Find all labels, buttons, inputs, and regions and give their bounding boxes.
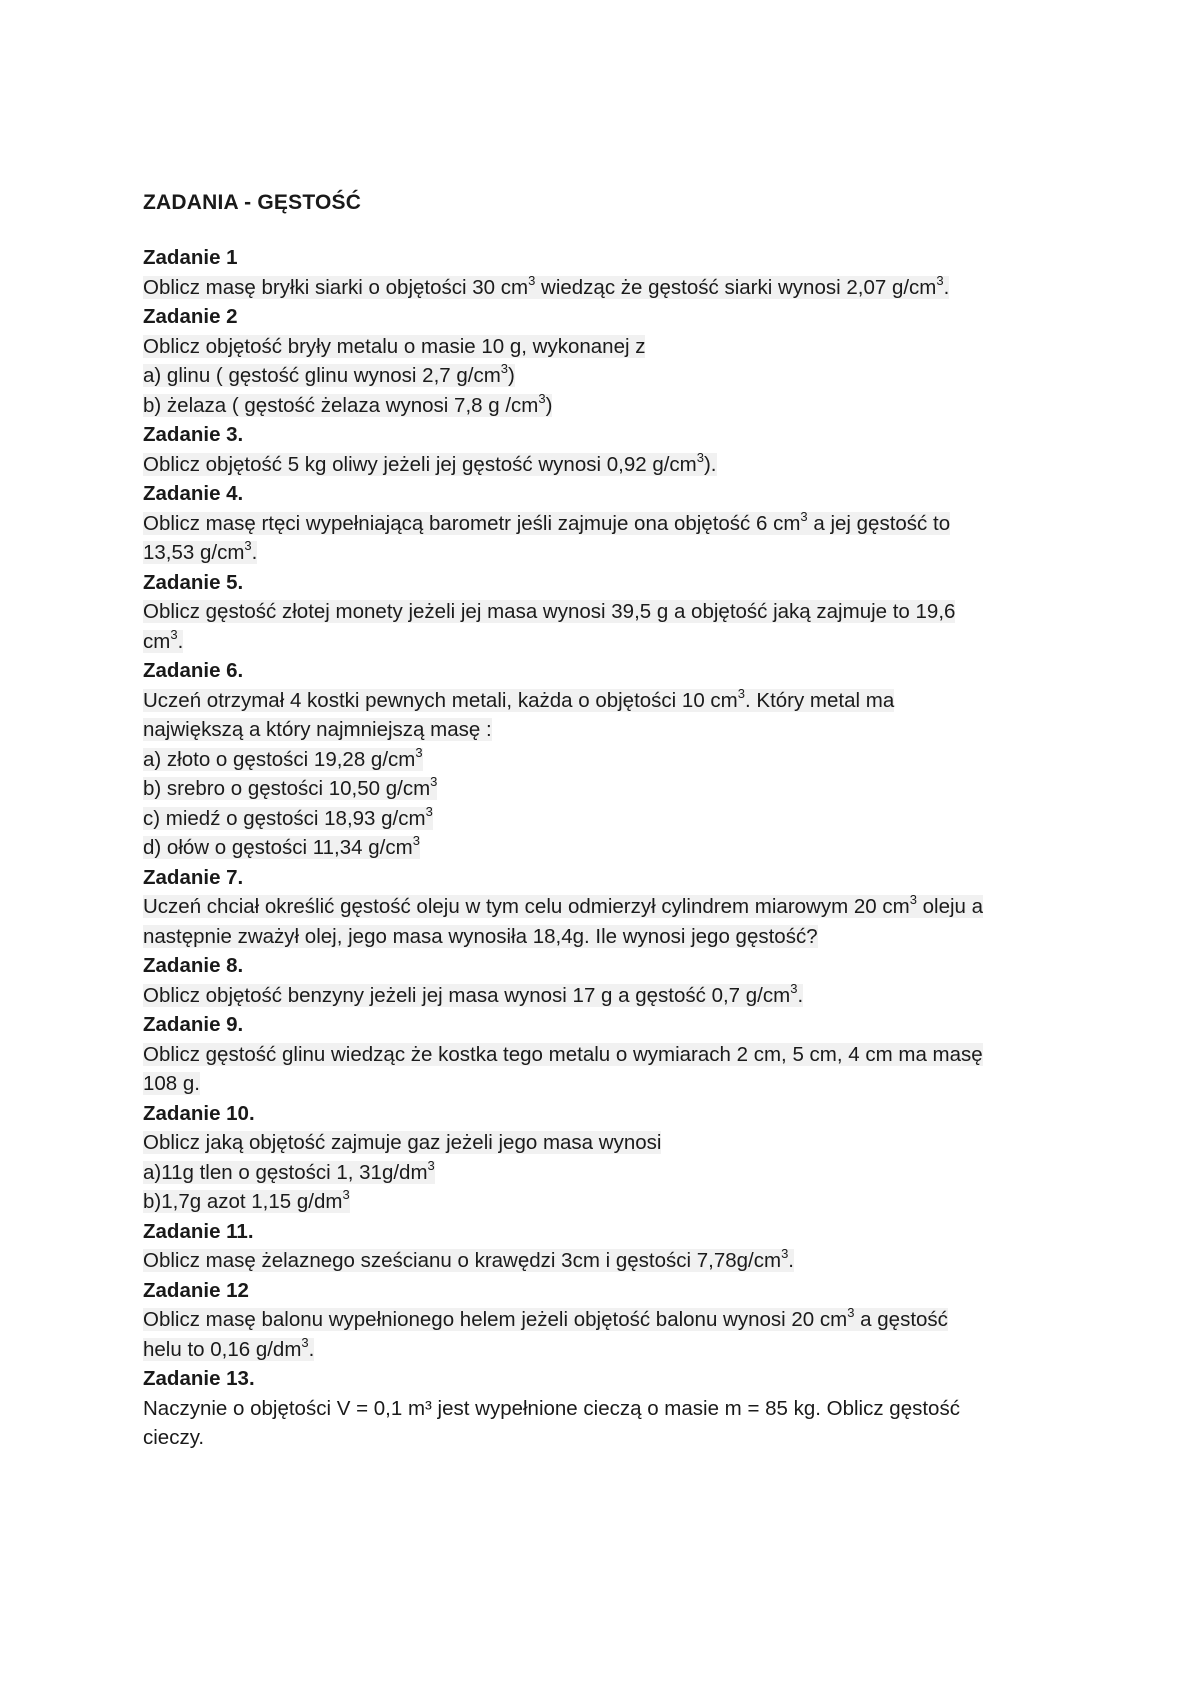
task-text-line xyxy=(143,391,1073,421)
task-heading xyxy=(143,863,1073,893)
task-text-line xyxy=(143,774,1073,804)
line-content xyxy=(143,744,423,771)
superscript: 3 xyxy=(301,1334,309,1350)
text-segment: Zadanie 12 xyxy=(143,1278,249,1302)
text-segment: . xyxy=(177,629,184,653)
text-segment: a jej gęstość to xyxy=(807,511,951,535)
task-heading xyxy=(143,1099,1073,1129)
text-segment: . xyxy=(797,983,804,1007)
text-segment: następnie zważył olej, jego masa wynosiła 18,4g. Ile wynosi jego gęstość? xyxy=(143,924,818,948)
line-content xyxy=(143,833,420,859)
task-text-line xyxy=(143,1335,1073,1365)
text-segment: Uczeń chciał określić gęstość oleju w tym celu odmierzył cylindrem miarowym 20 cm xyxy=(143,895,910,918)
text-segment: . xyxy=(943,275,950,299)
task-heading xyxy=(143,479,1073,509)
line-content xyxy=(143,685,895,712)
text-segment: . xyxy=(788,1249,794,1272)
text-segment: a)11g tlen o gęstości 1, 31g/dm xyxy=(143,1160,428,1184)
task-heading xyxy=(143,243,1073,273)
task-text-line xyxy=(143,450,1073,480)
superscript: 3 xyxy=(412,833,420,849)
line-content xyxy=(143,892,984,918)
line-content xyxy=(143,1131,661,1154)
task-text-line xyxy=(143,745,1073,775)
text-segment: d) ołów o gęstości 11,34 g/cm xyxy=(143,836,413,859)
line-content xyxy=(143,980,804,1007)
text-segment: Zadanie 13. xyxy=(143,1367,255,1390)
text-segment: cieczy. xyxy=(143,1426,205,1449)
superscript: 3 xyxy=(847,1305,855,1321)
task-text-line xyxy=(143,273,1073,303)
task-text-line xyxy=(143,922,1073,952)
task-text-line xyxy=(143,597,1073,627)
task-heading xyxy=(143,951,1073,981)
task-text-line xyxy=(143,627,1073,657)
line-content xyxy=(143,1043,983,1066)
line-content xyxy=(143,449,717,476)
line-content xyxy=(143,1279,249,1302)
task-text-line xyxy=(143,1069,1073,1099)
task-text-line xyxy=(143,804,1073,834)
text-segment: . xyxy=(251,541,258,564)
superscript: 3 xyxy=(790,980,798,996)
superscript: 3 xyxy=(430,774,438,790)
superscript: 3 xyxy=(538,390,546,406)
line-content xyxy=(143,423,243,446)
superscript: 3 xyxy=(415,744,423,760)
line-content xyxy=(143,866,243,889)
line-content xyxy=(143,925,818,948)
text-segment: c) miedź o gęstości 18,93 g/cm xyxy=(143,806,426,830)
line-content xyxy=(143,1367,255,1390)
line-content xyxy=(143,538,258,564)
task-text-line xyxy=(143,892,1073,922)
text-segment: cm xyxy=(143,629,171,653)
text-segment: największą a który najmniejszą masę : xyxy=(143,718,492,741)
text-segment: Naczynie o objętości V = 0,1 m³ jest wypełnione cieczą o masie m = 85 kg. Oblicz gęstość xyxy=(143,1396,960,1420)
superscript: 3 xyxy=(244,538,252,554)
text-segment: Zadanie 7. xyxy=(143,865,244,889)
line-content xyxy=(143,1305,948,1331)
text-segment: Oblicz masę rtęci wypełniającą barometr jeśli zajmuje ona objętość 6 cm xyxy=(143,511,801,535)
line-content xyxy=(143,600,955,623)
line-content xyxy=(143,1187,350,1213)
line-content xyxy=(143,626,184,653)
text-segment: 13,53 g/cm xyxy=(143,541,245,564)
line-content xyxy=(143,718,492,741)
superscript: 3 xyxy=(800,508,808,524)
task-heading xyxy=(143,420,1073,450)
text-segment: Zadanie 4. xyxy=(143,482,244,505)
superscript: 3 xyxy=(528,272,536,288)
text-segment: a) glinu ( gęstość glinu wynosi 2,7 g/cm xyxy=(143,364,501,387)
text-segment: Oblicz jaką objętość zajmuje gaz jeżeli jego masa wynosi xyxy=(143,1131,662,1154)
line-content xyxy=(143,774,438,800)
superscript: 3 xyxy=(500,361,509,377)
superscript: 3 xyxy=(425,803,433,819)
text-segment: Oblicz gęstość złotej monety jeżeli jej masa wynosi 39,5 g a objętość jaką zajmuje to 19,6 xyxy=(143,600,956,623)
text-segment: ) xyxy=(545,393,553,417)
text-segment: Oblicz objętość benzyny jeżeli jej masa wynosi 17 g a gęstość 0,7 g/cm xyxy=(143,983,791,1007)
text-segment: Zadanie 3. xyxy=(143,423,244,446)
task-text-line xyxy=(143,833,1073,863)
task-text-line xyxy=(143,1040,1073,1070)
line-content xyxy=(143,305,238,328)
task-heading xyxy=(143,1217,1073,1247)
text-segment: ) xyxy=(508,364,515,387)
line-content xyxy=(143,482,243,505)
text-segment: Zadanie 11. xyxy=(143,1219,254,1243)
task-text-line xyxy=(143,1305,1073,1335)
superscript: 3 xyxy=(909,892,917,908)
line-content xyxy=(143,246,238,269)
text-segment: wiedząc że gęstość siarki wynosi 2,07 g/cm xyxy=(535,275,937,299)
task-heading xyxy=(143,302,1073,332)
superscript: 3 xyxy=(781,1246,789,1262)
line-content xyxy=(143,1013,243,1036)
task-text-line xyxy=(143,686,1073,716)
line-content xyxy=(143,390,553,417)
text-segment: Oblicz masę balonu wypełnionego helem jeżeli objętość balonu wynosi 20 cm xyxy=(143,1308,848,1331)
text-segment: ). xyxy=(703,452,717,476)
line-content xyxy=(143,954,243,977)
task-text-line xyxy=(143,715,1073,745)
text-segment: b)1,7g azot 1,15 g/dm xyxy=(143,1190,343,1213)
text-segment: Zadanie 9. xyxy=(143,1013,244,1036)
task-text-line xyxy=(143,538,1073,568)
line-content xyxy=(143,1426,204,1449)
text-segment: 108 g. xyxy=(143,1072,200,1095)
text-segment: a) złoto o gęstości 19,28 g/cm xyxy=(143,747,416,771)
text-segment: Oblicz gęstość glinu wiedząc że kostka tego metalu o wymiarach 2 cm, 5 cm, 4 cm ma masę xyxy=(143,1042,983,1066)
task-heading xyxy=(143,1010,1073,1040)
task-text-line xyxy=(143,1246,1073,1276)
task-text-line xyxy=(143,1423,1073,1453)
line-content xyxy=(143,1397,960,1420)
text-segment: . xyxy=(308,1337,315,1361)
text-segment: Oblicz objętość bryły metalu o masie 10 g, wykonanej z xyxy=(143,334,646,358)
task-heading xyxy=(143,1364,1073,1394)
text-segment: b) srebro o gęstości 10,50 g/cm xyxy=(143,777,431,800)
superscript: 3 xyxy=(737,685,745,701)
text-segment: Oblicz objętość 5 kg oliwy jeżeli jej gęstość wynosi 0,92 g/cm xyxy=(143,452,697,476)
line-content xyxy=(143,335,645,358)
document-title: ZADANIA - GĘSTOŚĆ xyxy=(143,191,362,214)
line-content xyxy=(143,571,243,594)
text-segment: . Który metal ma xyxy=(745,688,895,712)
text-segment: Zadanie 6. xyxy=(143,659,244,682)
task-text-line xyxy=(143,361,1073,391)
line-content xyxy=(143,659,243,682)
task-text-line xyxy=(143,509,1073,539)
superscript: 3 xyxy=(170,626,178,642)
superscript: 3 xyxy=(936,272,944,288)
line-content xyxy=(143,1334,315,1361)
text-segment: Zadanie 8. xyxy=(143,954,244,977)
task-text-line xyxy=(143,981,1073,1011)
task-text-line xyxy=(143,1128,1073,1158)
line-content xyxy=(143,1102,255,1125)
line-content xyxy=(143,508,951,535)
task-heading xyxy=(143,656,1073,686)
line-content xyxy=(143,1072,200,1095)
text-segment: Uczeń otrzymał 4 kostki pewnych metali, każda o objętości 10 cm xyxy=(143,688,738,712)
task-text-line xyxy=(143,1158,1073,1188)
text-segment: Zadanie 1 xyxy=(143,246,238,269)
task-text-line xyxy=(143,1394,1073,1424)
superscript: 3 xyxy=(342,1187,350,1203)
task-heading xyxy=(143,1276,1073,1306)
line-content xyxy=(143,1220,254,1243)
text-segment: Zadanie 10. xyxy=(143,1101,255,1125)
line-content xyxy=(143,272,950,299)
line-content xyxy=(143,361,515,387)
text-segment: a gęstość xyxy=(854,1308,948,1331)
line-content xyxy=(143,1157,435,1184)
text-segment: helu to 0,16 g/dm xyxy=(143,1337,302,1361)
text-segment: Oblicz masę bryłki siarki o objętości 30 cm xyxy=(143,275,529,299)
text-segment: oleju a xyxy=(916,895,984,918)
line-content xyxy=(143,1246,794,1272)
text-segment: Zadanie 2 xyxy=(143,305,238,328)
superscript: 3 xyxy=(696,449,704,465)
line-content xyxy=(143,803,433,830)
text-segment: Oblicz masę żelaznego sześcianu o krawędzi 3cm i gęstości 7,78g/cm xyxy=(143,1249,782,1272)
task-list xyxy=(143,243,1073,1453)
task-heading xyxy=(143,568,1073,598)
superscript: 3 xyxy=(427,1157,435,1173)
task-text-line xyxy=(143,332,1073,362)
text-segment: Zadanie 5. xyxy=(143,570,244,594)
text-segment: b) żelaza ( gęstość żelaza wynosi 7,8 g /cm xyxy=(143,393,539,417)
task-text-line xyxy=(143,1187,1073,1217)
